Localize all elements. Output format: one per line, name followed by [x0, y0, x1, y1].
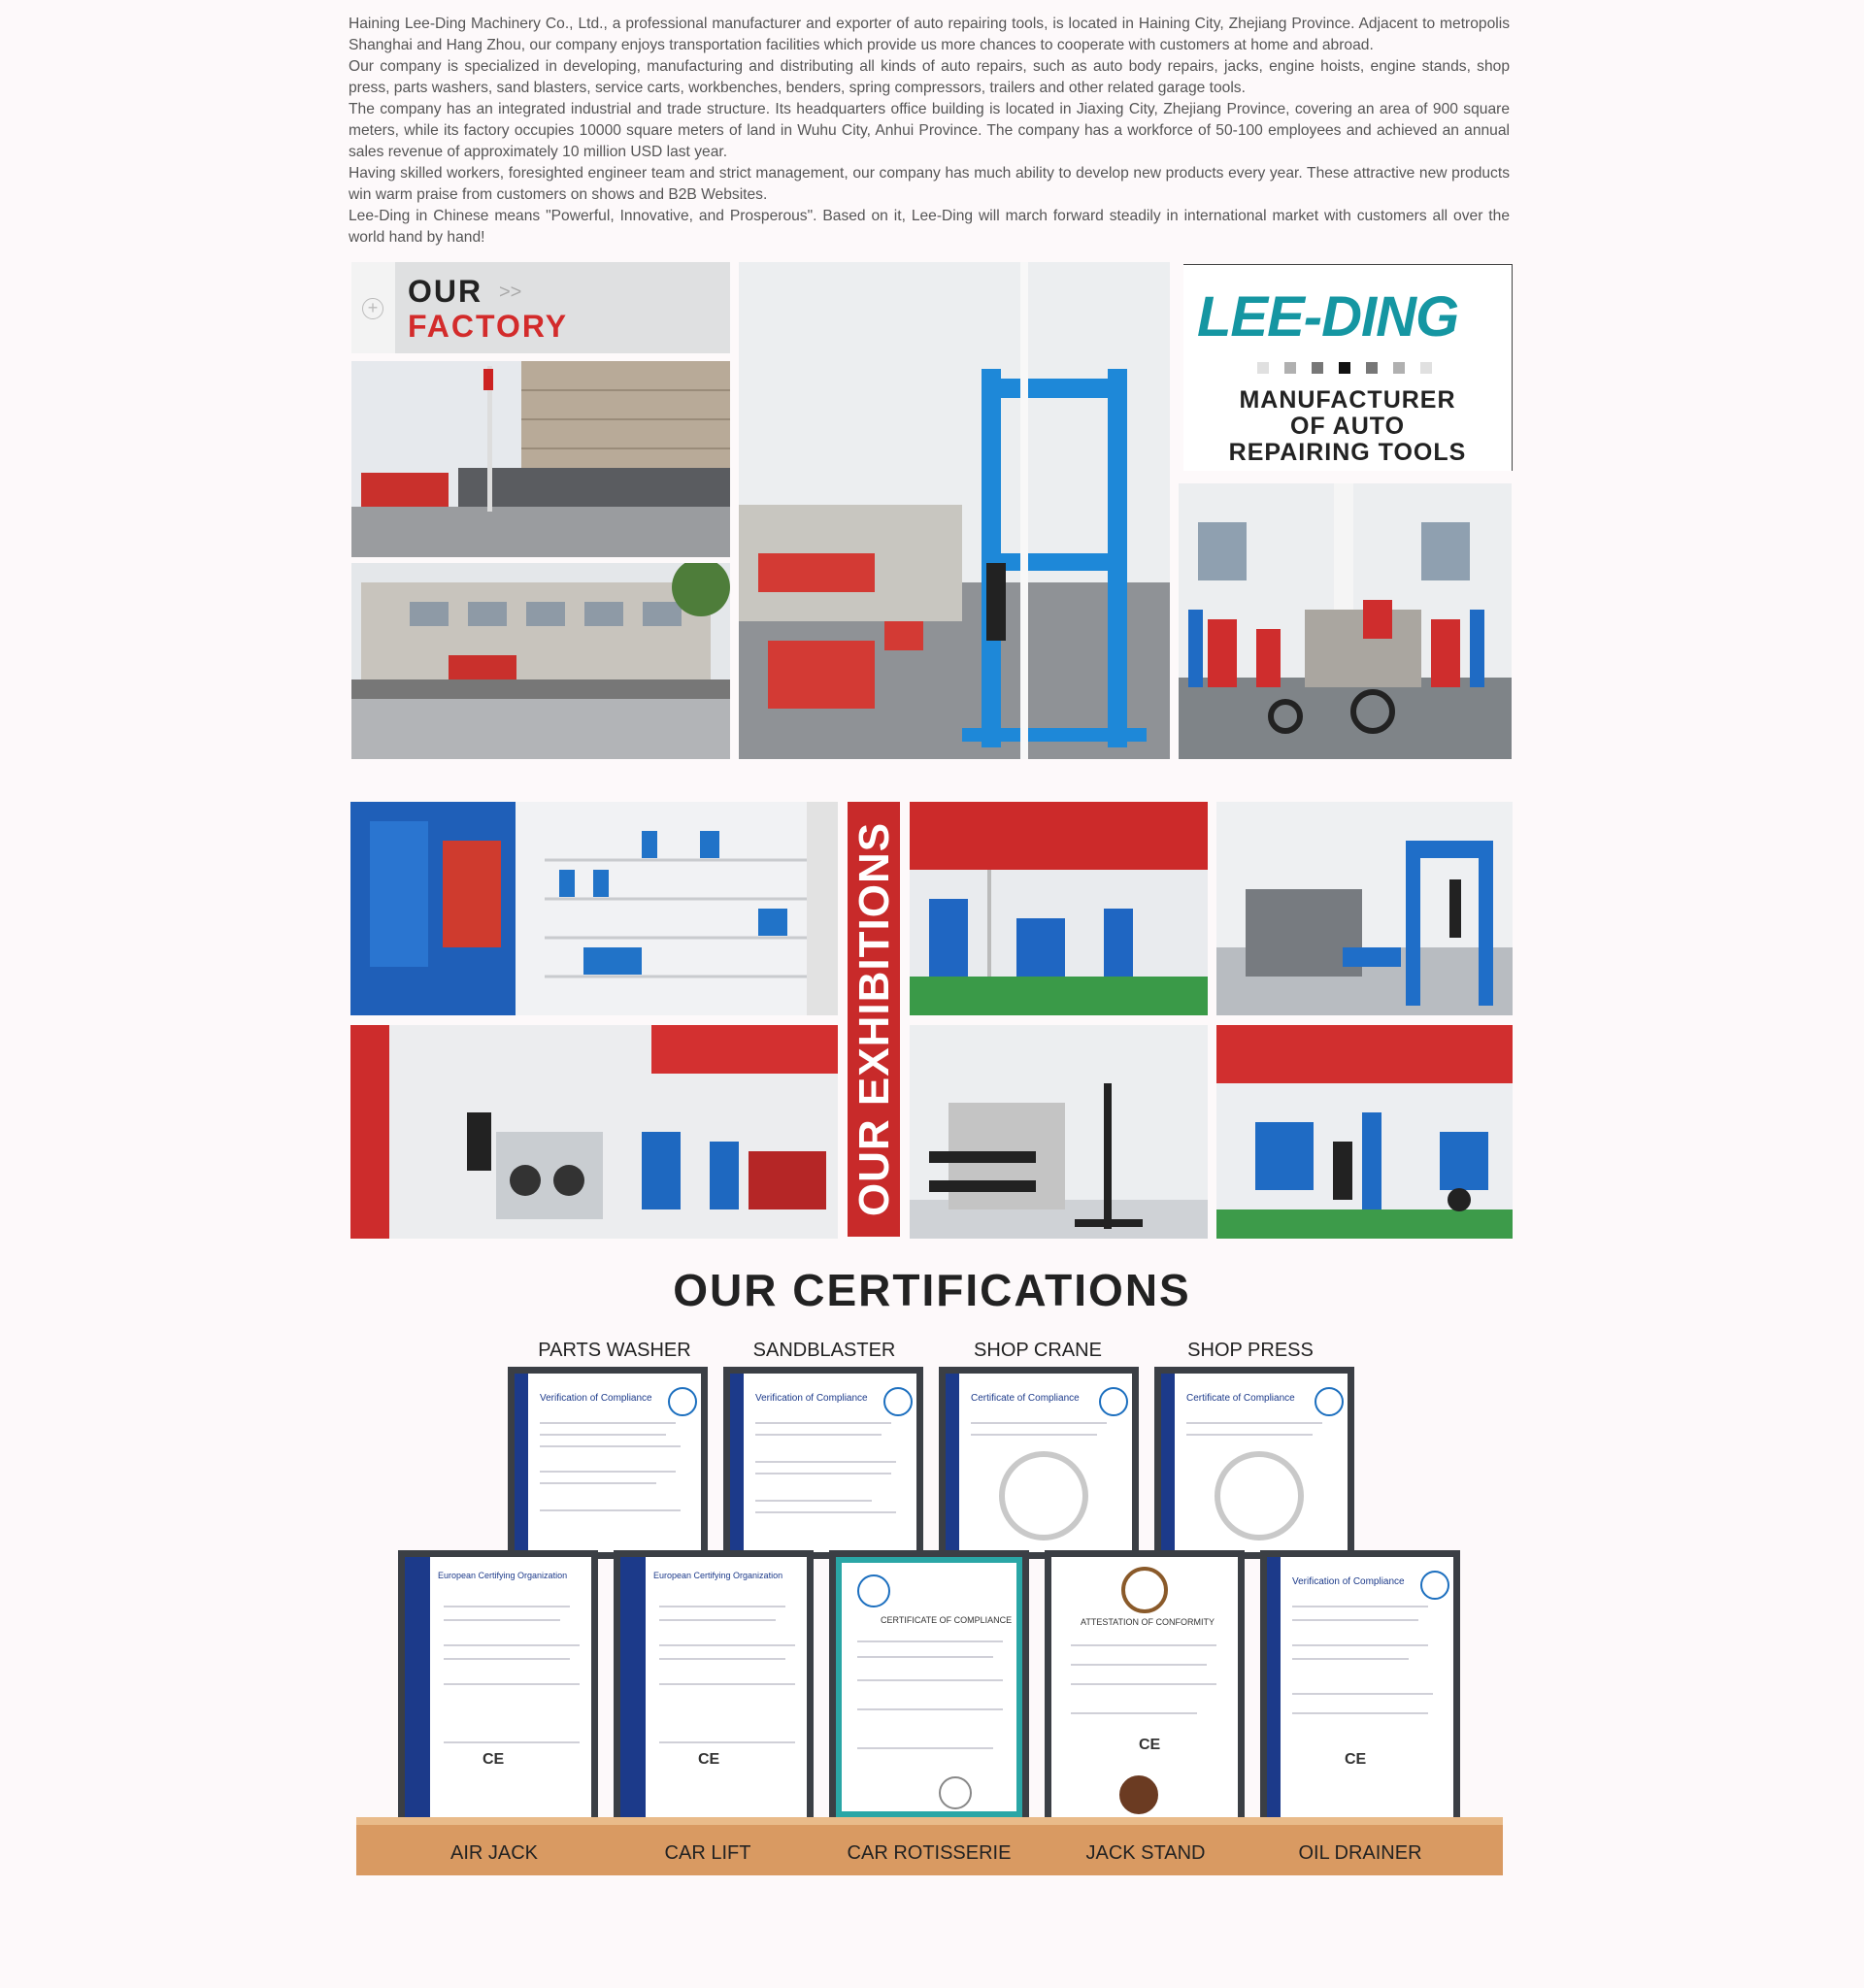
- color-dots: [1257, 362, 1432, 374]
- certificate-side-bar: [620, 1557, 646, 1817]
- certificate-title: Verification of Compliance: [540, 1393, 652, 1404]
- dot: [1312, 362, 1323, 374]
- text-line: [1292, 1606, 1428, 1607]
- stamp-icon: [939, 1776, 972, 1809]
- text-line: [857, 1708, 1003, 1710]
- certificate-frame: [1154, 1367, 1354, 1559]
- exhibition-photo: [350, 1025, 838, 1239]
- exhibition-photo: [1216, 802, 1513, 1015]
- text-line: [755, 1500, 872, 1502]
- exhibition-photo: [1216, 1025, 1513, 1239]
- exhibition-photo: [350, 802, 838, 1015]
- ecm-seal-icon: [1099, 1387, 1128, 1416]
- text-line: [857, 1747, 993, 1749]
- intro-paragraph: Our company is specialized in developing, manufacturing and distributing all kinds of auto repairs, such as auto body repairs, jacks, engine hoists, engine stands, shop press, parts washers, sand blasters, service carts, workbenches, benders, spring compressors, trailers and other related garage tools.: [349, 58, 1510, 96]
- dot: [1339, 362, 1350, 374]
- heading-word-factory: FACTORY: [408, 309, 569, 344]
- text-line: [540, 1422, 676, 1424]
- text-line: [659, 1683, 795, 1685]
- dot: [1393, 362, 1405, 374]
- cert-label-sandblaster: SANDBLASTER: [752, 1340, 896, 1361]
- intro-paragraph: The company has an integrated industrial and trade structure. Its headquarters office building is located in Jiaxing City, Zhejiang Province, covering an area of 900 square meters, while its factory occupies 10000 square meters of land in Wuhu City, Anhui Province. The company has a workforce of 50-100 employees and achieved an annual sales revenue of approximately 10 million USD last year.: [349, 101, 1510, 160]
- certificate-side-bar: [515, 1374, 528, 1552]
- dot: [1420, 362, 1432, 374]
- ce-mark-icon: CE: [1345, 1751, 1367, 1768]
- cert-label-air-jack: AIR JACK: [449, 1842, 539, 1864]
- text-line: [540, 1434, 666, 1436]
- text-line: [857, 1656, 993, 1658]
- text-line: [540, 1509, 681, 1511]
- double-chevron-icon: >>: [499, 282, 522, 303]
- text-line: [755, 1473, 891, 1474]
- certificate-document: [730, 1374, 916, 1552]
- cert-label-oil-drainer: OIL DRAINER: [1298, 1842, 1422, 1864]
- exhibition-photo: [910, 1025, 1208, 1239]
- certificate-side-bar: [1267, 1557, 1281, 1817]
- text-line: [971, 1434, 1097, 1436]
- text-line: [444, 1683, 580, 1685]
- ce-mark-icon: CE: [1139, 1737, 1161, 1753]
- certificate-document: [515, 1374, 701, 1552]
- text-line: [540, 1445, 681, 1447]
- text-line: [857, 1679, 1003, 1681]
- watermark-seal-icon: [1215, 1451, 1304, 1541]
- company-intro: [349, 14, 1510, 248]
- ecm-seal-icon: [1315, 1387, 1344, 1416]
- intro-paragraph: Haining Lee-Ding Machinery Co., Ltd., a professional manufacturer and exporter of auto repairing tools, is located in Haining City, Zhejiang Province. Adjacent to metropolis Shanghai and Hang Zhou, our company enjoys transportation facilities which provide us more chances to cooperate with customers at home and abroad.: [349, 16, 1510, 53]
- text-line: [659, 1658, 785, 1660]
- text-line: [1292, 1644, 1428, 1646]
- our-certifications-heading: OUR CERTIFICATIONS: [673, 1265, 1191, 1315]
- wax-seal-icon: [1119, 1775, 1158, 1814]
- crest-icon: [1121, 1567, 1168, 1613]
- text-line: [444, 1658, 570, 1660]
- text-line: [1292, 1658, 1409, 1660]
- ce-mark-icon: CE: [483, 1751, 505, 1768]
- certificate-title: CERTIFICATE OF COMPLIANCE: [881, 1615, 1013, 1625]
- certificate-title: European Certifying Organization: [653, 1571, 783, 1580]
- text-line: [1292, 1712, 1428, 1714]
- certificate-document: [836, 1557, 1022, 1817]
- certificate-side-bar: [1161, 1374, 1175, 1552]
- factory-building-photo: [351, 563, 730, 759]
- cert-label-car-lift: CAR LIFT: [664, 1842, 751, 1864]
- certificate-title: Certificate of Compliance: [971, 1393, 1080, 1404]
- tagline-line: OF AUTO: [1289, 413, 1406, 440]
- certificate-document: [620, 1557, 807, 1817]
- certificate-title: Verification of Compliance: [1292, 1576, 1405, 1587]
- text-line: [1186, 1434, 1313, 1436]
- intro-paragraph: Lee-Ding in Chinese means "Powerful, Innovative, and Prosperous". Based on it, Lee-Ding will march forward steadily in international market with customers all over the world hand by hand!: [349, 208, 1510, 246]
- text-line: [857, 1640, 1003, 1642]
- certificate-side-bar: [405, 1557, 430, 1817]
- plus-icon: +: [362, 298, 383, 319]
- certificate-frame: [939, 1367, 1139, 1559]
- cert-label-jack-stand: JACK STAND: [1085, 1842, 1206, 1864]
- text-line: [444, 1644, 580, 1646]
- dot: [1257, 362, 1269, 374]
- dot: [1366, 362, 1378, 374]
- text-line: [1292, 1693, 1433, 1695]
- text-line: [659, 1741, 795, 1743]
- text-line: [1071, 1712, 1197, 1714]
- text-line: [755, 1422, 891, 1424]
- tagline-line: REPAIRING TOOLS: [1228, 439, 1467, 466]
- certificate-side-bar: [946, 1374, 959, 1552]
- our-exhibitions-band: [848, 802, 900, 1237]
- text-line: [1071, 1683, 1216, 1685]
- dot: [1284, 362, 1296, 374]
- text-line: [444, 1606, 570, 1607]
- certificate-title: Certificate of Compliance: [1186, 1393, 1295, 1404]
- certificate-frame: [614, 1550, 814, 1824]
- our-factory-heading: [351, 262, 730, 353]
- brand-logo-block: [1183, 264, 1513, 471]
- ecm-seal-icon: [668, 1387, 697, 1416]
- text-line: [444, 1741, 580, 1743]
- text-line: [971, 1422, 1107, 1424]
- text-line: [1292, 1619, 1418, 1621]
- certificate-frame: [398, 1550, 598, 1824]
- text-line: [1071, 1644, 1216, 1646]
- text-line: [755, 1461, 896, 1463]
- brand-tagline: [1183, 387, 1512, 466]
- certificate-document: [1267, 1557, 1453, 1817]
- certificate-frame: [829, 1550, 1029, 1824]
- ecm-seal-icon: [883, 1387, 913, 1416]
- text-line: [659, 1606, 785, 1607]
- text-line: [755, 1434, 882, 1436]
- ce-mark-icon: CE: [698, 1751, 720, 1768]
- intro-paragraph: Having skilled workers, foresighted engineer team and strict management, our company has much ability to develop new products every year. These attractive new products win warm praise from customers on shows and B2B Websites.: [349, 165, 1510, 203]
- text-line: [444, 1619, 560, 1621]
- text-line: [659, 1644, 795, 1646]
- factory-gate-photo: [351, 361, 730, 557]
- ecm-seal-icon: [1420, 1571, 1449, 1600]
- cert-label-shop-crane: SHOP CRANE: [974, 1340, 1102, 1361]
- heading-word-our: OUR: [408, 274, 483, 309]
- certificate-document: [1161, 1374, 1348, 1552]
- certificate-frame: [1260, 1550, 1460, 1824]
- certificate-title: Verification of Compliance: [755, 1393, 868, 1404]
- certificate-frame: [1045, 1550, 1245, 1824]
- text-line: [755, 1511, 896, 1513]
- watermark-seal-icon: [999, 1451, 1088, 1541]
- text-line: [659, 1619, 776, 1621]
- certificate-frame: [508, 1367, 708, 1559]
- certificate-document: [1051, 1557, 1238, 1817]
- certificate-document: [405, 1557, 591, 1817]
- cert-label-parts-washer: PARTS WASHER: [538, 1340, 691, 1361]
- text-line: [1186, 1422, 1322, 1424]
- certificate-frame: [723, 1367, 923, 1559]
- exhibition-photo: [910, 802, 1208, 1015]
- certificate-title: European Certifying Organization: [438, 1571, 568, 1580]
- text-line: [540, 1471, 676, 1473]
- workshop-stands-photo: [1179, 483, 1512, 759]
- exhibitions-heading: OUR EXHIBITIONS: [850, 821, 898, 1217]
- workshop-shop-press-photo: [739, 262, 1170, 759]
- cert-label-car-rotisserie: CAR ROTISSERIE: [847, 1842, 1012, 1864]
- text-line: [1071, 1664, 1207, 1666]
- tagline-line: MANUFACTURER: [1239, 386, 1456, 414]
- cert-label-shop-press: SHOP PRESS: [1187, 1340, 1314, 1361]
- certificate-side-bar: [730, 1374, 744, 1552]
- eu-stars-seal-icon: [857, 1574, 890, 1607]
- text-line: [540, 1482, 656, 1484]
- lee-ding-logo: LEE-DING: [1197, 285, 1459, 348]
- certificate-document: [946, 1374, 1132, 1552]
- certificate-title: ATTESTATION OF CONFORMITY: [1081, 1617, 1215, 1627]
